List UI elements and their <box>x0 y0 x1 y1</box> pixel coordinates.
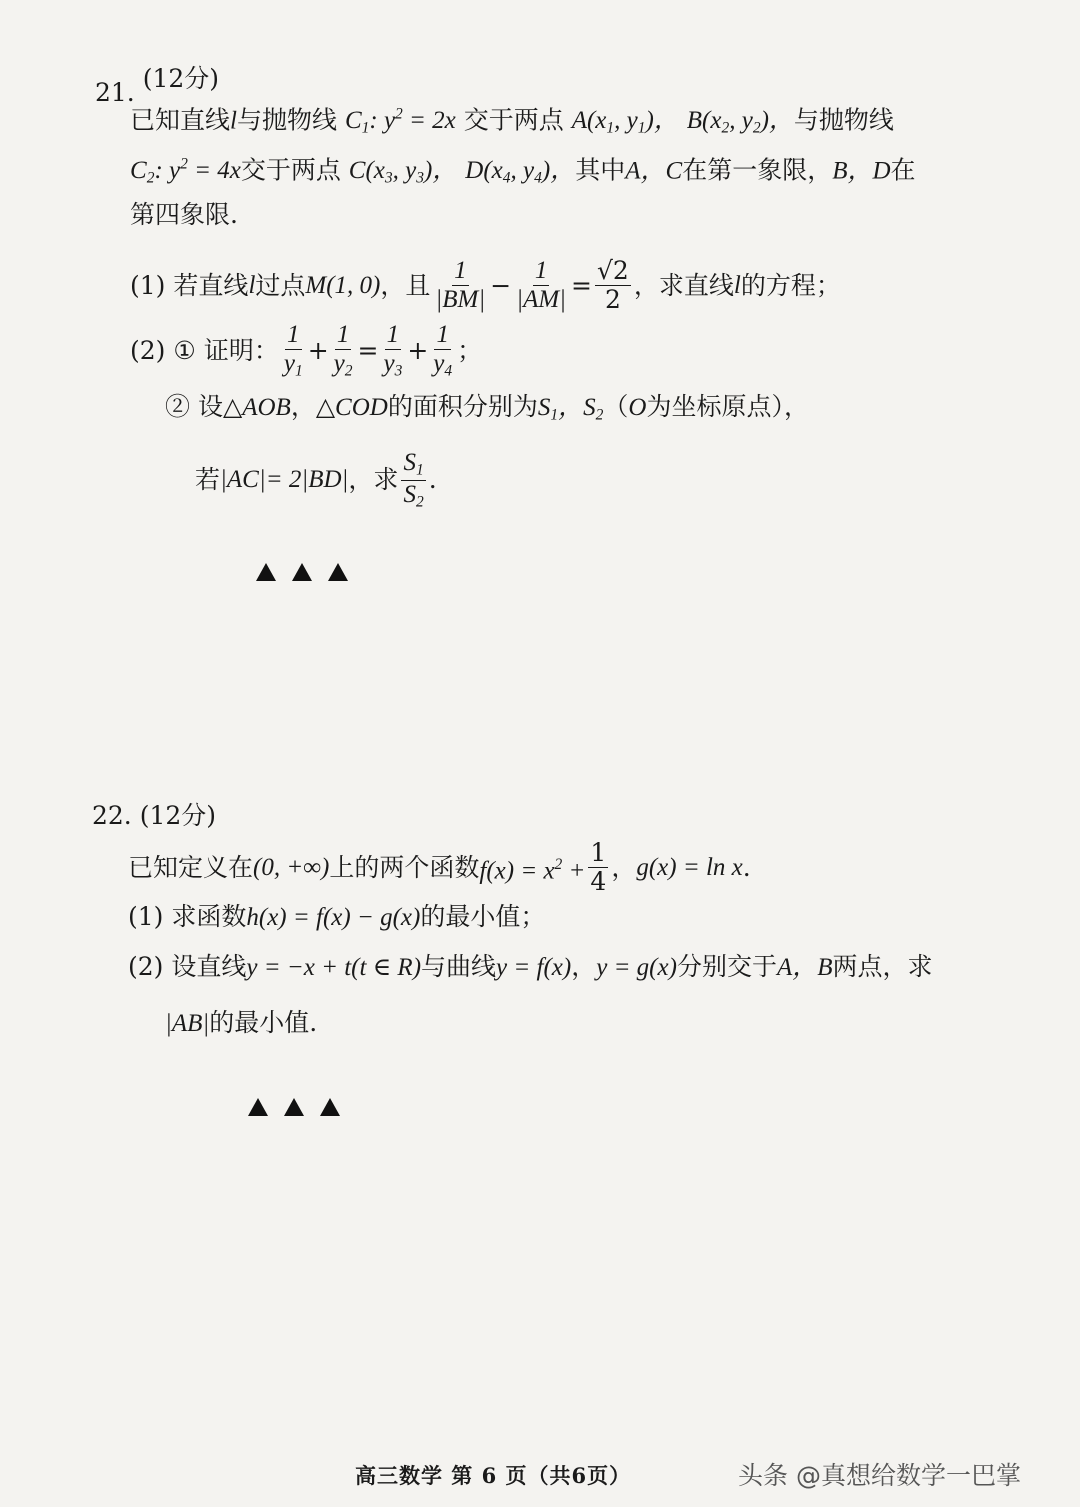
text: 过点 <box>255 270 306 300</box>
q22-number: 22. <box>92 801 132 830</box>
triangle-icon <box>320 1098 340 1116</box>
fraction-sqrt2: $\frac{√2}{2}$ <box>597 256 629 315</box>
math: AOB <box>242 394 291 421</box>
math-f: $f(x) = x^2$ + <box>479 855 586 884</box>
text: 若直线 <box>173 270 249 300</box>
part-label: (1) <box>128 902 164 931</box>
math-areas: $S_1$，$S_2$ <box>537 394 604 424</box>
text: 两点，求 <box>832 952 933 981</box>
text: 的面积分别为 <box>387 392 538 421</box>
text: ，且 <box>380 270 431 300</box>
fraction-y4: $\frac{1}{y_4}$ <box>433 321 453 380</box>
circled-one: ① <box>173 335 196 365</box>
math-point-d: $D(x_4$, $y_4$)， <box>465 157 576 187</box>
text: ，求直线 <box>633 270 734 300</box>
text: ， <box>571 952 597 981</box>
math: O <box>628 394 647 421</box>
fraction-y2: $\frac{1}{y_2}$ <box>333 321 353 380</box>
watermark: 头条 @真想给数学一巴掌 <box>738 1461 1021 1490</box>
fraction-bm: $\frac{1}{|BM|}$ <box>435 257 486 314</box>
text: 在 <box>890 155 916 185</box>
math: |BD| <box>301 466 349 494</box>
math-point-c: $C(x_3$, $y_3$)， <box>348 157 458 187</box>
math-point-b: $B(x_2$, $y_2$)， <box>686 107 794 137</box>
math: COD <box>335 394 388 421</box>
math: + <box>307 335 329 365</box>
math: A，B <box>776 954 833 981</box>
math-g: g(x) = ln x <box>636 853 743 881</box>
fraction-quarter: $\frac{1}{4}$ <box>590 838 607 897</box>
text: 求函数 <box>171 902 247 931</box>
page-footer: 高三数学 第 6 页（共6页） <box>355 1463 632 1488</box>
math: l <box>230 107 237 135</box>
q21-line1 <box>130 100 894 144</box>
q22-line1 <box>128 840 751 896</box>
part-label: (1) <box>130 270 166 300</box>
math-h: h(x) = f(x) − g(x) <box>246 904 421 931</box>
text: 的最小值； <box>420 902 546 931</box>
math: |AB| <box>165 1010 210 1037</box>
math-interval: (0, +∞) <box>253 853 330 881</box>
math: = 2 <box>265 466 302 494</box>
text: ， <box>611 852 637 882</box>
text: . <box>428 465 437 495</box>
end-marker-22 <box>248 1098 340 1116</box>
fraction-s1-s2: $\frac{S_1}{S_2}$ <box>403 449 424 510</box>
text: 的方程； <box>740 270 841 300</box>
part-label: (2) <box>128 952 164 981</box>
triangle-icon <box>284 1098 304 1116</box>
text: ，求 <box>348 465 399 495</box>
text: . <box>742 852 751 882</box>
text: 已知直线 <box>130 105 231 135</box>
math: = <box>357 335 379 365</box>
text: 与抛物线 <box>793 105 894 135</box>
math-line: y = −x + t <box>246 954 352 981</box>
fraction-am: $\frac{1}{|AM|}$ <box>516 257 567 314</box>
q22-part2-cont <box>165 1008 317 1039</box>
text: （ <box>603 392 629 421</box>
text: 的最小值. <box>209 1008 318 1037</box>
end-marker-21 <box>256 563 348 581</box>
math: B，D <box>832 157 891 185</box>
q21-part2-1 <box>130 322 482 380</box>
fraction-y1: $\frac{1}{y_1}$ <box>283 321 303 380</box>
math-curve-g: y = g(x) <box>596 954 677 981</box>
q21-line2 <box>130 150 916 194</box>
text: 为坐标原点）， <box>646 392 809 421</box>
text: 设直线 <box>171 952 247 981</box>
math: l <box>733 271 741 299</box>
math: = <box>571 270 592 300</box>
math: |AC| <box>220 466 266 494</box>
math-curve-f: y = f(x) <box>496 954 572 981</box>
q21-score: (12分) <box>142 64 220 93</box>
q21-part2-2 <box>165 392 809 430</box>
q22-part2 <box>128 952 933 983</box>
math: + <box>407 335 429 365</box>
text: 交于两点 <box>240 155 341 185</box>
q21-line3: 第四象限. <box>130 200 238 229</box>
math-point-a: $A(x_1$, $y_1$)， <box>571 107 679 137</box>
text: ，△ <box>290 392 336 421</box>
math-condition: (t ∈ R) <box>351 954 422 981</box>
text: 在第一象限， <box>682 155 833 185</box>
triangle-icon <box>248 1098 268 1116</box>
text: 已知定义在 <box>128 852 254 882</box>
text: 若 <box>195 465 221 495</box>
text: 其中 <box>575 155 626 185</box>
math-c2: $C_2$: $y^2 = 4x$ <box>130 156 241 187</box>
math: l <box>248 271 256 299</box>
text: ； <box>457 335 483 365</box>
text: 与曲线 <box>421 952 497 981</box>
text: 设△ <box>197 392 243 421</box>
text: 证明： <box>203 335 279 365</box>
triangle-icon <box>256 563 276 581</box>
text: 上的两个函数 <box>329 852 480 882</box>
fraction-y3: $\frac{1}{y_3}$ <box>383 321 403 380</box>
text: 交于两点 <box>463 105 564 135</box>
triangle-icon <box>328 563 348 581</box>
text: 与抛物线 <box>236 105 337 135</box>
math-point-m: M(1, 0) <box>305 271 381 299</box>
triangle-icon <box>292 563 312 581</box>
math: A，C <box>625 157 683 185</box>
text: 分别交于 <box>676 952 777 981</box>
circled-two: ② <box>165 392 191 421</box>
q21-number: 21. <box>95 78 135 107</box>
q22-score: (12分) <box>139 801 217 830</box>
q22-part1 <box>128 902 545 933</box>
q21-part2-3 <box>195 450 437 510</box>
part-label: (2) <box>130 335 166 365</box>
math: − <box>490 270 512 300</box>
q22-header <box>92 801 216 831</box>
math-c1: $C_1$: $y^2 = 2x$ <box>344 106 456 137</box>
q21-part1 <box>130 258 841 314</box>
